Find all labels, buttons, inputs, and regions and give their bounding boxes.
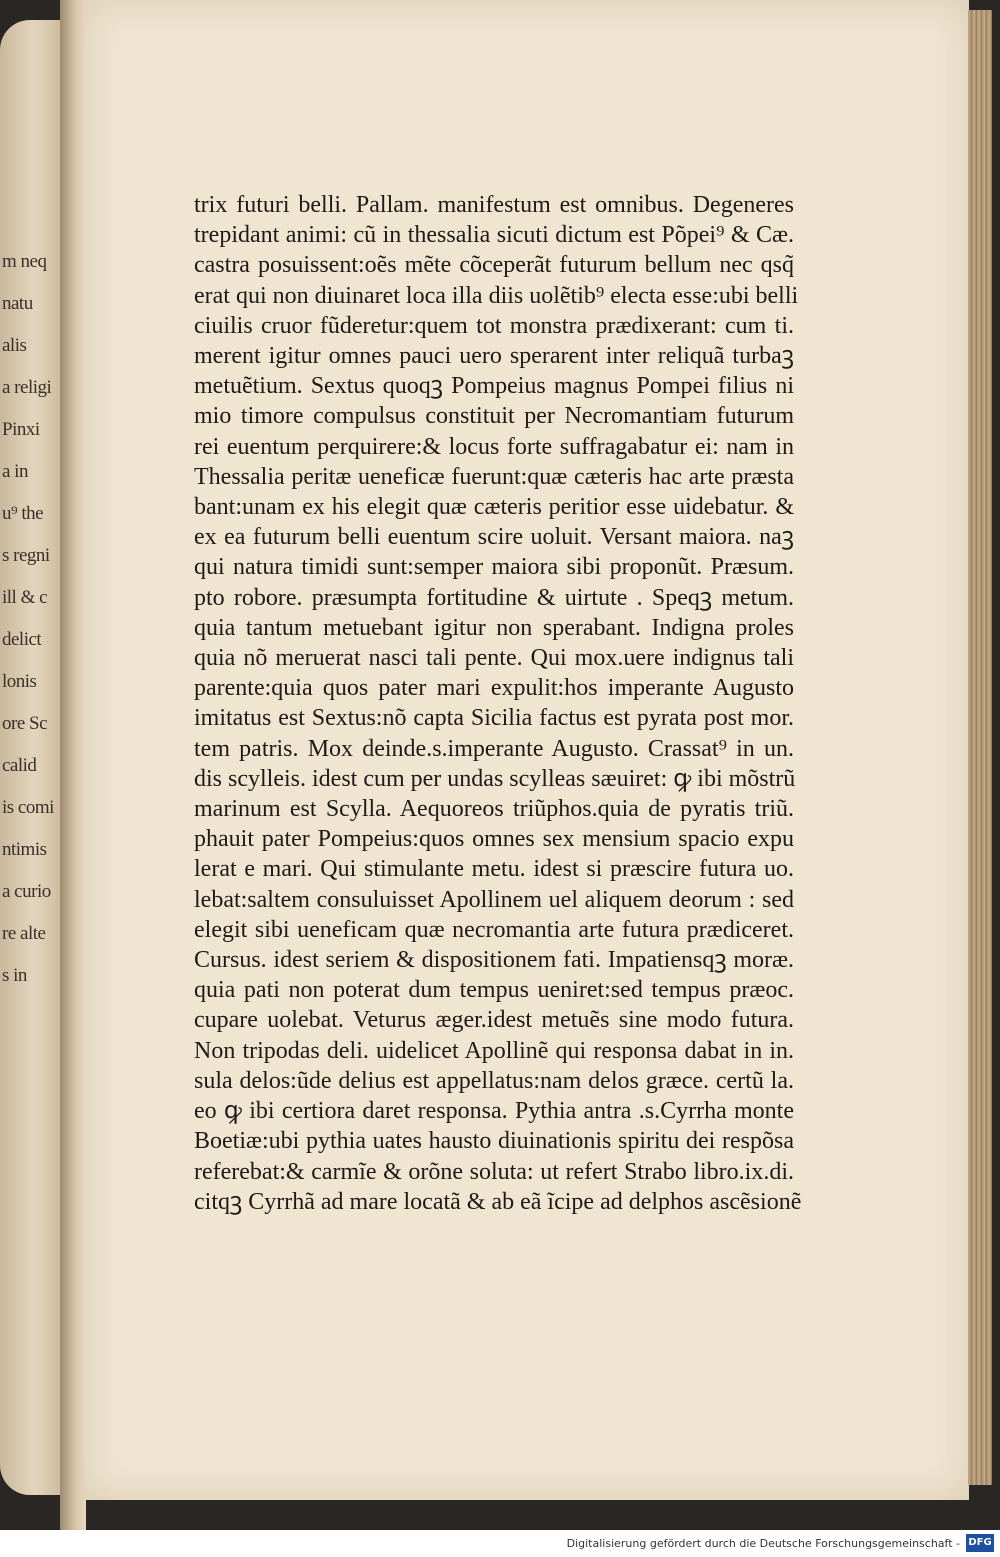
previous-page-fragment: u⁹ the — [2, 503, 44, 524]
text-line: Non tripodas deli. uidelicet Apollinẽ qui responsa dabat in in. — [194, 1037, 794, 1064]
previous-page-fragment: a religi — [2, 377, 52, 398]
text-line: Thessalia peritæ ueneficæ fuerunt:quæ cæteris hac arte præsta — [194, 463, 794, 490]
previous-page-fragment: alis — [2, 335, 27, 356]
text-line: imitatus est Sextus:nõ capta Sicilia factus est pyrata post mor. — [194, 705, 794, 732]
text-line: lebat:saltem consuluisset Apollinem uel aliquem deorum : sed — [194, 886, 794, 913]
previous-page-fragment: natu — [2, 293, 33, 314]
text-line: castra posuissent:oẽs mẽte cõceperãt futurum bellum nec qsq̃ — [194, 252, 794, 279]
text-line: merent igitur omnes pauci uero sperarent inter reliquã turbaꝫ — [194, 343, 794, 370]
previous-page-fragment: s in — [2, 965, 27, 986]
text-line: tem patris. Mox deinde.s.imperante Augusto. Crassat⁹ in un. — [194, 735, 794, 762]
previous-page-fragment: Pinxi — [2, 419, 40, 440]
previous-page-fragment: a curio — [2, 881, 51, 902]
previous-page-fragment: s regni — [2, 545, 50, 566]
text-line: Cursus. idest seriem & dispositionem fati. Impatiensqꝫ moræ. — [194, 947, 794, 974]
text-line: citqꝫ Cyrrhã ad mare locatã & ab eã ĩcipe ad delphos ascẽsionẽ — [194, 1188, 802, 1215]
text-line: rei euentum perquirere:& locus forte suffragabatur ei: nam in — [194, 433, 794, 460]
previous-page-fragment: ntimis — [2, 839, 47, 860]
previous-page-fragment: is comi — [2, 797, 54, 818]
previous-page-fragment: ore Sc — [2, 713, 48, 734]
text-line: quia tantum metuebant igitur non sperabant. Indigna proles — [194, 614, 794, 641]
text-line: ex ea futurum belli euentum scire uoluit. Versant maiora. naꝫ — [194, 524, 794, 551]
text-line: marinum est Scylla. Aequoreos triũphos.quia de pyratis triũ. — [194, 796, 794, 823]
previous-page-fragment: re alte — [2, 923, 46, 944]
previous-page-fragment: lonis — [2, 671, 37, 692]
text-line: ciuilis cruor fũderetur:quem tot monstra prædixerant: cum ti. — [194, 312, 794, 339]
footer-credit: Digitalisierung gefördert durch die Deutsche Forschungsgemeinschaft - — [566, 1537, 960, 1550]
text-line: referebat:& carmĩe & orõne soluta: ut refert Strabo libro.ix.di. — [194, 1158, 794, 1185]
text-line: quia pati non poterat dum tempus ueniret:sed tempus præoc. — [194, 977, 794, 1004]
text-line: Boetiæ:ubi pythia uates hausto diuinationis spiritu dei respõsa — [194, 1128, 794, 1155]
text-line: sula delos:ũde delius est appellatus:nam delos græce. certũ la. — [194, 1067, 794, 1094]
text-line: dis scylleis. idest cum per undas scylleas sæuiret: ꝙ ibi mõstrũ — [194, 765, 796, 792]
text-line: mio timore compulsus constituit per Necromantiam futurum — [194, 403, 794, 430]
book-page — [84, 0, 969, 1500]
text-line: bant:unam ex his elegit quæ cæteris peritior esse uidebatur. & — [194, 494, 794, 521]
previous-page-fragment: m neq — [2, 251, 47, 272]
text-line: erat qui non diuinaret loca illa diis uolẽtib⁹ electa esse:ubi belli — [194, 282, 799, 309]
text-line: lerat e mari. Qui stimulante metu. idest si præscire futura uo. — [194, 856, 794, 883]
book-gutter — [60, 0, 86, 1530]
page-stack-edge — [968, 10, 992, 1485]
text-line: parente:quia quos pater mari expulit:hos imperante Augusto — [194, 675, 794, 702]
dfg-logo: DFG — [966, 1534, 994, 1552]
text-line: trepidant animi: cũ in thessalia sicuti dictum est Põpei⁹ & Cæ. — [194, 222, 794, 249]
previous-page-fragment: calid — [2, 755, 37, 776]
text-line: elegit sibi ueneficam quæ necromantia arte futura prædiceret. — [194, 916, 794, 943]
page-text — [194, 190, 802, 1217]
footer-bar — [0, 1530, 1000, 1557]
text-line: metuẽtium. Sextus quoqꝫ Pompeius magnus Pompei filius ni — [194, 373, 794, 400]
previous-page-fragment: a in — [2, 461, 28, 482]
text-line: qui natura timidi sunt:semper maiora sibi proponũt. Præsum. — [194, 554, 794, 581]
text-line: trix futuri belli. Pallam. manifestum est omnibus. Degeneres — [194, 192, 794, 218]
text-line: eo ꝙ ibi certiora daret responsa. Pythia antra .s.Cyrrha monte — [194, 1098, 794, 1125]
text-line: phauit pater Pompeius:quos omnes sex mensium spacio expu — [194, 826, 794, 853]
previous-page-fragment: ill & c — [2, 587, 48, 608]
previous-page-fragment: delict — [2, 629, 42, 650]
text-line: quia nõ meruerat nasci tali pente. Qui mox.uere indignus tali — [194, 645, 794, 672]
previous-page-edge — [0, 20, 62, 1495]
text-line: cupare uolebat. Veturus æger.idest metuẽs sine modo futura. — [194, 1007, 794, 1034]
text-line: pto robore. præsumpta fortitudine & uirtute . Speqꝫ metum. — [194, 584, 794, 611]
